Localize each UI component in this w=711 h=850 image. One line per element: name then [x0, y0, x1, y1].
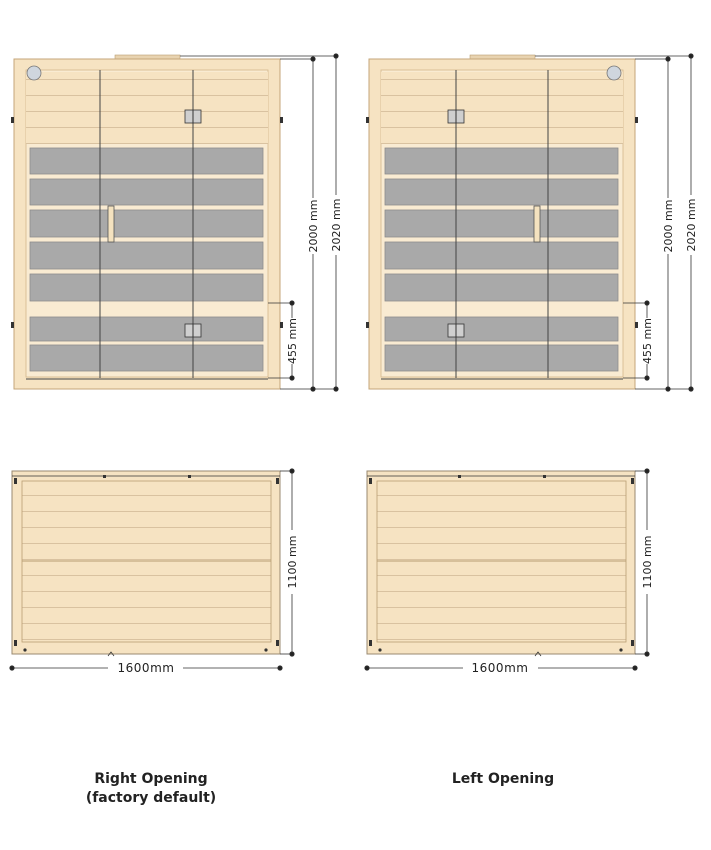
- window-panels: [385, 148, 618, 371]
- front-view-right-opening: [11, 54, 344, 391]
- dim-door-height: 2000 mm: [662, 199, 675, 253]
- dim-lower-height: 455 mm: [286, 318, 299, 364]
- dim-total-height: 2020 mm: [330, 198, 343, 252]
- door-handle: [534, 206, 540, 242]
- caption-right-opening: [41, 770, 261, 808]
- light-icon: [27, 66, 41, 80]
- window-panels: [30, 148, 263, 371]
- top-view-right-opening: [10, 469, 300, 675]
- dim-lower-height: 455 mm: [641, 318, 654, 364]
- dim-depth: 1100 mm: [286, 535, 299, 589]
- top-view-left-opening: [365, 469, 655, 675]
- caption-left-opening: [393, 770, 613, 789]
- dim-total-height: 2020 mm: [685, 198, 698, 252]
- light-icon: [607, 66, 621, 80]
- dim-door-height: 2000 mm: [307, 199, 320, 253]
- caption-subtitle: (factory default): [85, 790, 217, 806]
- caption-title: Left Opening: [451, 771, 555, 787]
- front-view-left-opening: [366, 54, 699, 391]
- dim-depth: 1100 mm: [641, 535, 654, 589]
- dim-width: 1600mm: [471, 661, 529, 675]
- caption-title: Right Opening: [94, 771, 208, 787]
- door-handle: [108, 206, 114, 242]
- dim-width: 1600mm: [117, 661, 175, 675]
